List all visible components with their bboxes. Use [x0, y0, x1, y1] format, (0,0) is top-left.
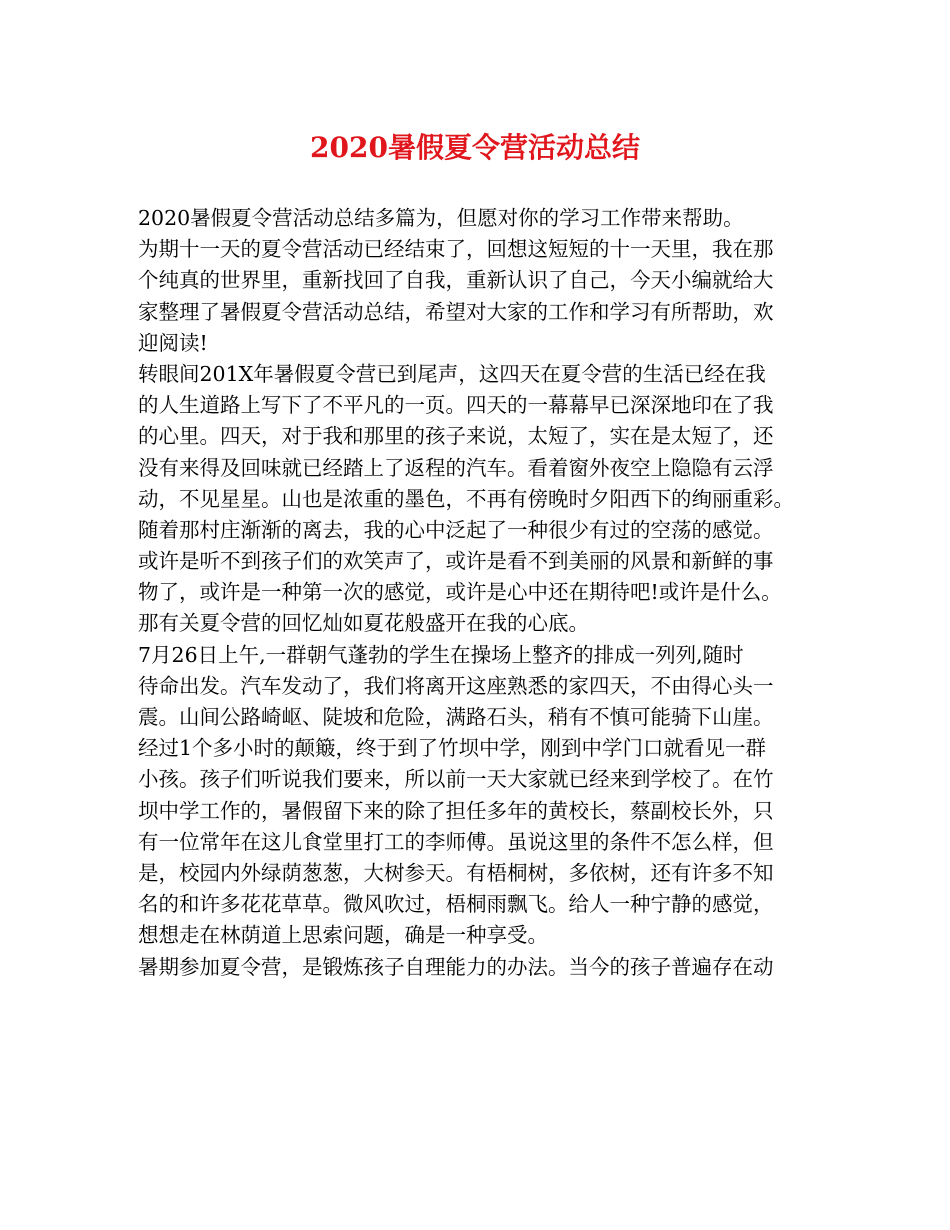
body-line: 那有关夏令营的回忆灿如夏花般盛开在我的心底。: [138, 611, 589, 636]
body-line: 经过1个多小时的颠簸，终于到了竹坝中学，刚到中学门口就看见一群: [138, 736, 767, 761]
body-line: 震。山间公路崎岖、陡坡和危险，满路石头，稍有不慎可能骑下山崖。: [138, 705, 774, 729]
body-line: 暑期参加夏令营，是锻炼孩子自理能力的办法。当今的孩子普遍存在动: [138, 954, 774, 979]
body-line: 物了，或许是一种第一次的感觉，或许是心中还在期待吧!或许是什么。: [138, 580, 782, 605]
document-title: 2020暑假夏令营活动总结: [310, 131, 640, 164]
document-body: [138, 203, 818, 983]
body-line: 是，校园内外绿荫葱葱，大树参天。有梧桐树，多依树，还有许多不知: [138, 860, 774, 885]
body-line: 的人生道路上写下了不平凡的一页。四天的一幕幕早已深深地印在了我: [138, 393, 774, 418]
body-line: 个纯真的世界里，重新找回了自我，重新认识了自己，今天小编就给大: [138, 268, 774, 293]
body-line: 家整理了暑假夏令营活动总结，希望对大家的工作和学习有所帮助，欢: [138, 299, 774, 324]
body-line: 动，不见星星。山也是浓重的墨色，不再有傍晚时夕阳西下的绚丽重彩。: [138, 486, 794, 511]
body-line: 7月26日上午,一群朝气蓬勃的学生在操场上整齐的排成一列列,随时: [138, 642, 744, 667]
body-line: 有一位常年在这儿食堂里打工的李师傅。虽说这里的条件不怎么样，但: [138, 829, 774, 854]
body-line: 或许是听不到孩子们的欢笑声了，或许是看不到美丽的风景和新鲜的事: [138, 549, 774, 574]
body-line: 转眼间201X年暑假夏令营已到尾声，这四天在夏令营的生活已经在我: [138, 361, 766, 386]
body-line: 名的和许多花花草草。微风吹过，梧桐雨飘飞。给人一种宁静的感觉，: [138, 892, 774, 917]
body-line: 没有来得及回味就已经踏上了返程的汽车。看着窗外夜空上隐隐有云浮: [138, 455, 774, 480]
body-line: 小孩。孩子们听说我们要来，所以前一天大家就已经来到学校了。在竹: [138, 767, 774, 792]
body-line: 为期十一天的夏令营活动已经结束了，回想这短短的十一天里，我在那: [138, 237, 774, 262]
body-line: 的心里。四天，对于我和那里的孩子来说，太短了，实在是太短了，还: [138, 424, 774, 449]
body-line: 2020暑假夏令营活动总结多篇为，但愿对你的学习工作带来帮助。: [138, 206, 744, 230]
body-line: 随着那村庄渐渐的离去，我的心中泛起了一种很少有过的空荡的感觉。: [138, 517, 774, 542]
body-line: 待命出发。汽车发动了，我们将离开这座熟悉的家四天，不由得心头一: [138, 673, 774, 698]
body-line: 迎阅读!: [138, 330, 208, 355]
body-line: 坝中学工作的，暑假留下来的除了担任多年的黄校长，蔡副校长外，只: [138, 798, 774, 823]
body-line: 想想走在林荫道上思索问题，确是一种享受。: [138, 923, 548, 948]
